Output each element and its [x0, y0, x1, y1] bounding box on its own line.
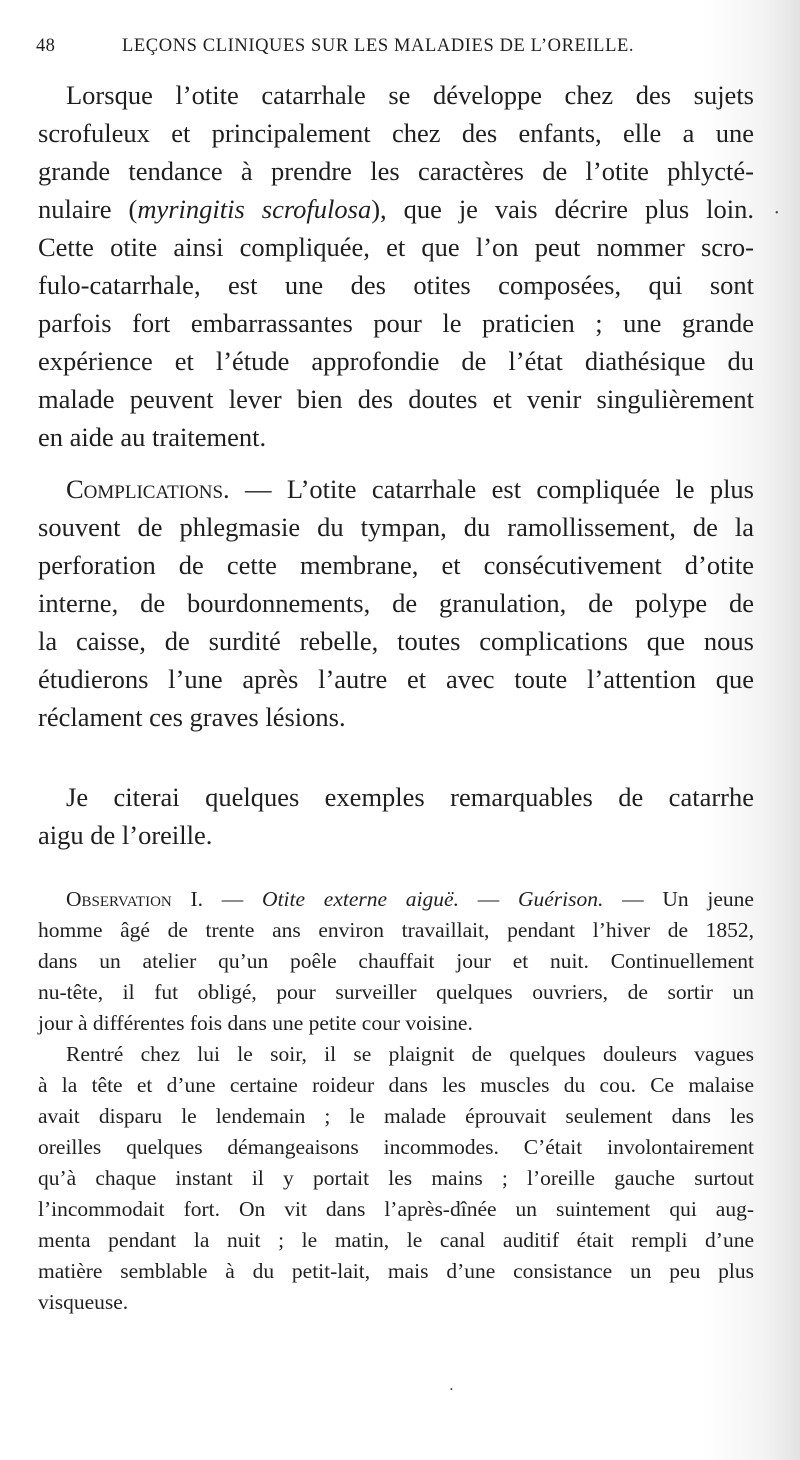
text-line: dans un atelier qu’un poêle chauffait jour et nuit. Continuellement	[38, 949, 754, 973]
text-line-with-heading	[38, 474, 754, 505]
text-line: oreilles quelques démangeaisons incommodes. C’était involontairement	[38, 1135, 754, 1159]
text-line: aigu de l’oreille.	[38, 820, 213, 850]
text-line: réclament ces graves lésions.	[38, 702, 346, 732]
text-line: avait disparu le lendemain ; le malade éprouvait seulement dans les	[38, 1104, 754, 1128]
print-speck: •	[450, 1385, 453, 1394]
running-header	[36, 30, 676, 60]
text-line: homme âgé de trente ans environ travaillait, pendant l’hiver de 1852,	[38, 918, 754, 942]
text-line: étudierons l’une après l’autre et avec toute l’attention que	[38, 664, 754, 694]
print-speck: •	[775, 208, 779, 219]
text-line: la caisse, de surdité rebelle, toutes complications que nous	[38, 626, 754, 656]
text-run: ), que je vais décrire plus loin.	[371, 194, 754, 224]
page-number: 48	[36, 36, 56, 56]
text-line: malade peuvent lever bien des doutes et venir singulièrement	[38, 384, 754, 414]
text-line: en aide au traitement.	[38, 422, 267, 452]
text-line: Je citerai quelques exemples remarquables de catarrhe	[66, 782, 754, 812]
text-line: à la tête et d’une certaine roideur dans les muscles du cou. Ce malaise	[38, 1073, 754, 1097]
text-run: — L’otite catarrhale est compliquée le plus	[245, 474, 754, 504]
text-line: qu’à chaque instant il y portait les mains ; l’oreille gauche surtout	[38, 1166, 754, 1190]
text-line: Lorsque l’otite catarrhale se développe chez des sujets	[66, 80, 754, 110]
observation-heading-line	[38, 887, 754, 912]
section-heading: Complications.	[66, 474, 230, 504]
observation-heading: Observation I.	[66, 887, 204, 911]
text-line: jour à différentes fois dans une petite cour voisine.	[38, 1011, 473, 1035]
text-line: souvent de phlegmasie du tympan, du ramollissement, de la	[38, 512, 754, 542]
text-run: —	[458, 887, 518, 911]
text-run: —	[203, 887, 263, 911]
text-line: Cette otite ainsi compliquée, et que l’on peut nommer scro-	[38, 232, 754, 262]
text-line: scrofuleux et principalement chez des enfants, elle a une	[38, 118, 754, 148]
text-line: perforation de cette membrane, et consécutivement d’otite	[38, 550, 754, 580]
running-title: LEÇONS CLINIQUES SUR LES MALADIES DE L’OREILLE.	[122, 36, 635, 56]
text-line: matière semblable à du petit-lait, mais d’une consistance un peu plus	[38, 1259, 754, 1283]
italic-term: myringitis scrofulosa	[137, 194, 372, 224]
text-run: nulaire (	[38, 194, 138, 224]
text-line: menta pendant la nuit ; le matin, le canal auditif était rempli d’une	[38, 1228, 754, 1252]
text-line: fulo-catarrhale, est une des otites composées, qui sont	[38, 270, 754, 300]
text-line: nu-tête, il fut obligé, pour surveiller quelques ouvriers, de sortir un	[38, 980, 754, 1004]
observation-title: Otite externe aiguë.	[262, 887, 459, 911]
text-line: interne, de bourdonnements, de granulation, de polype de	[38, 588, 754, 618]
text-line: expérience et l’étude approfondie de l’état diathésique du	[38, 346, 754, 376]
text-line: Rentré chez lui le soir, il se plaignit de quelques douleurs vagues	[66, 1042, 754, 1066]
text-line: parfois fort embarrassantes pour le praticien ; une grande	[38, 308, 754, 338]
observation-outcome: Guérison.	[517, 887, 604, 911]
text-line: l’incommodait fort. On vit dans l’après-dînée un suintement qui aug-	[38, 1197, 754, 1221]
text-line: grande tendance à prendre les caractères de l’otite phlycté-	[38, 156, 754, 186]
text-line-with-italic	[38, 194, 754, 225]
text-line: visqueuse.	[38, 1290, 129, 1314]
text-run: — Un jeune	[603, 887, 754, 911]
